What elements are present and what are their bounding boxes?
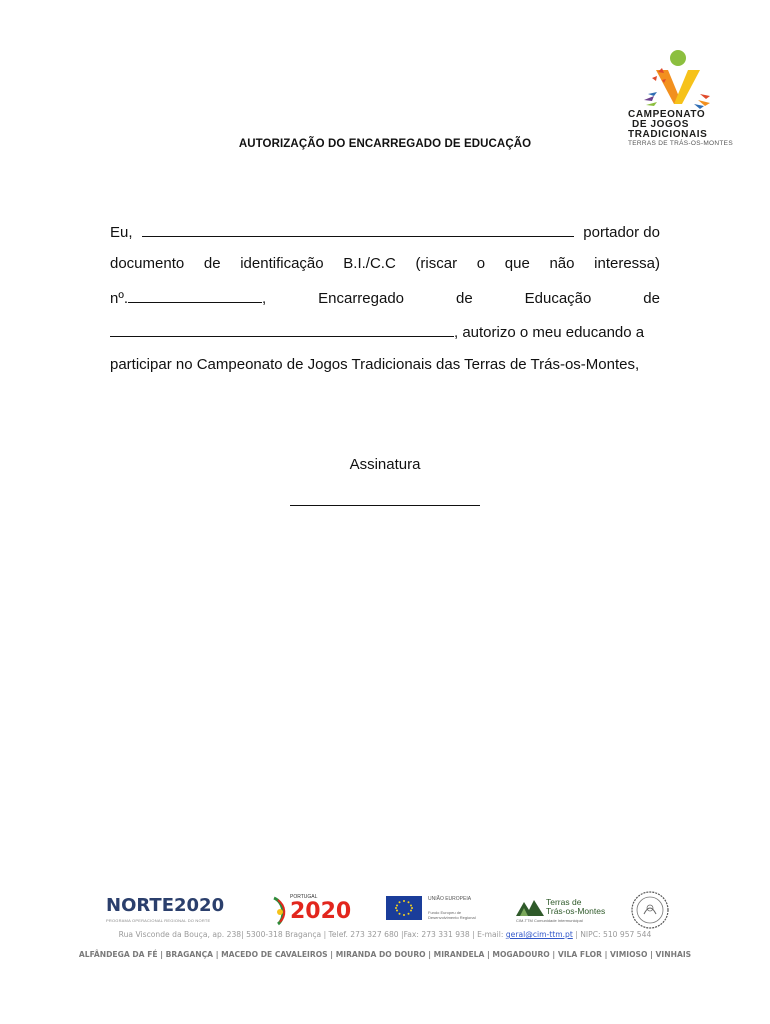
word: não [549,255,575,272]
email-link[interactable]: geral@cim-ttm.pt [505,930,573,939]
cim-name [546,898,605,916]
comma: , [262,290,267,307]
eu-subtitle: Fundo Europeu de Desenvolvimento Regional [428,910,476,920]
campeonato-logo-icon [638,48,718,110]
municipal-seal [630,890,670,930]
word: de [203,255,221,272]
portugal-label: PORTUGAL [290,894,318,900]
address-text: Rua Visconde da Bouça, ap. 238| 5300-318 Bragança | Telef. 273 327 680 |Fax: 273 331 938 | E-mail: [118,930,506,939]
word: B.I./C.C [343,255,396,272]
eu-logo [386,896,486,922]
body-line-1 [110,222,660,242]
word: documento [110,255,185,272]
document-title: AUTORIZAÇÃO DO ENCARREGADO DE EDUCAÇÃO [238,138,532,150]
norte2020-wordmark: NORTE2020 [106,895,225,916]
autorizo-text: , autorizo o meu educando a [454,324,645,341]
logo-line-4: TERRAS DE TRÁS-OS-MONTES [628,140,733,147]
portugal-flag-icon [272,896,288,926]
word: o [476,255,486,272]
logo-line-3: TRADICIONAIS [628,129,708,140]
signature-label: Assinatura [349,456,421,473]
logo-line-1: CAMPEONATO [628,109,706,120]
logo-line-2: DE JOGOS [632,119,690,130]
footer-municipalities: ALFÂNDEGA DA FÉ | BRAGANÇA | MACEDO DE CAVALEIROS | MIRANDA DO DOURO | MIRANDELA | MOGADOURO | VILA FLOR | VIMIOSO | VINHAIS [78,950,692,959]
portador-text: portador do [583,224,660,241]
word: Encarregado [318,290,405,307]
footer-address [60,930,710,939]
body-line-5: participar no Campeonato de Jogos Tradicionais das Terras de Trás-os-Montes, [110,356,640,373]
body-line-3 [110,288,660,308]
numero-text: nº. [110,290,128,307]
portugal2020-number: 2020 [290,899,352,924]
word: (riscar [415,255,458,272]
norte2020-logo [106,896,242,926]
seal-icon [630,890,670,930]
word: de [455,290,473,307]
cim-subtitle: CIM-TTM Comunidade Intermunicipal [516,918,583,923]
mountains-icon [516,896,544,918]
cim-name-line-1: Terras de [546,897,582,907]
signature-line[interactable] [290,505,480,506]
norte2020-subtitle: PROGRAMA OPERACIONAL REGIONAL DO NORTE [106,918,211,923]
word: de [643,290,660,307]
id-number-group [110,288,266,308]
nipc-text: | NIPC: 510 957 544 [572,930,652,939]
word: que [504,255,530,272]
word: identificação [240,255,324,272]
body-line-4 [110,322,660,342]
name-blank[interactable] [142,222,574,237]
eu-title: UNIÃO EUROPEIA [428,896,472,902]
cim-ttm-logo [516,894,606,926]
body-line-2 [110,255,660,273]
word: Educação [524,290,592,307]
word: interessa) [594,255,660,272]
eu-stars-icon [386,896,422,920]
cim-name-line-2: Trás-os-Montes [546,906,606,916]
eu-text: Eu, [110,224,133,241]
id-number-blank[interactable] [128,288,262,303]
eu-flag-icon [386,896,422,920]
portugal2020-logo [272,894,352,926]
educando-name-blank[interactable] [110,322,454,337]
